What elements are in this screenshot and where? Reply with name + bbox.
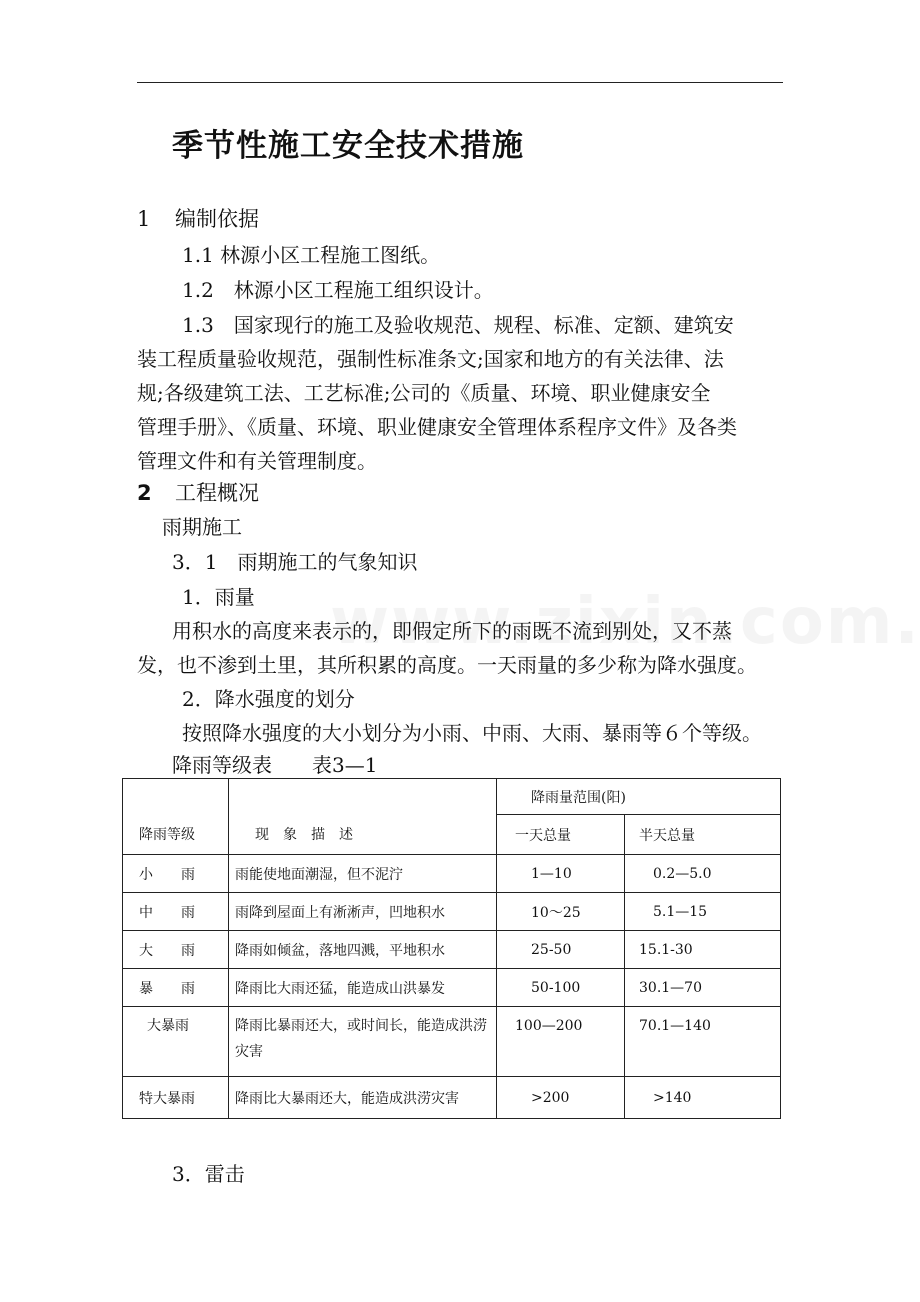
section-1-title: 编制依据 [175,207,259,231]
table-row [123,931,781,969]
day-total-cell: 1—10 [497,855,625,893]
table-row [123,855,781,893]
half-day-total-cell: >140 [625,1077,781,1119]
item-1-3-line-2: 装工程质量验收规范，强制性标准条文;国家和地方的有关法律、法 [137,347,724,371]
header-day-total: 一天总量 [497,815,625,855]
item-1-1: 1.1 林源小区工程施工图纸。 [182,243,441,267]
header-grade: 降雨等级 [123,779,229,855]
half-day-total-cell: 5.1—15 [625,893,781,931]
rainfall-text-line-1: 用积水的高度来表示的，即假定所下的雨既不流到别处，又不蒸 [172,619,732,643]
item-1-2: 1.2 林源小区工程施工组织设计。 [182,278,494,302]
subsection-3-1: 3．1 雨期施工的气象知识 [172,550,418,574]
lightning-heading: 3．雷击 [172,1162,245,1186]
day-total-cell: 25-50 [497,931,625,969]
table-header-row-1 [123,779,781,815]
grade-cell: 大暴雨 [123,1007,229,1077]
description-cell: 雨降到屋面上有淅淅声，凹地积水 [229,893,497,931]
section-2-number: 2 [137,481,152,505]
grade-cell: 特大暴雨 [123,1077,229,1119]
item-1-3-line-5: 管理文件和有关管理制度。 [137,449,377,473]
rainfall-grade-table [122,778,781,1119]
table-caption: 降雨等级表 表3—1 [172,753,378,777]
header-description: 现 象 描 述 [229,779,497,855]
item-1-3-line-3: 规;各级建筑工法、工艺标准;公司的《质量、环境、职业健康安全 [137,381,711,405]
section-1-number: 1 [137,207,151,231]
intensity-text: 按照降水强度的大小划分为小雨、中雨、大雨、暴雨等６个等级。 [182,721,762,745]
description-cell: 雨能使地面潮湿，但不泥泞 [229,855,497,893]
section-1-heading [137,202,259,236]
rainy-season-subheading: 雨期施工 [162,515,242,539]
description-cell: 降雨比大雨还猛，能造成山洪暴发 [229,969,497,1007]
day-total-cell: 10～25 [497,893,625,931]
description-cell: 降雨如倾盆，落地四溅，平地积水 [229,931,497,969]
table-row [123,969,781,1007]
table-row [123,893,781,931]
grade-cell: 小 雨 [123,855,229,893]
header-half-day-total: 半天总量 [625,815,781,855]
half-day-total-cell: 0.2—5.0 [625,855,781,893]
item-1-3-line-1: 1.3 国家现行的施工及验收规范、规程、标准、定额、建筑安 [182,313,734,337]
description-cell: 降雨比大暴雨还大，能造成洪涝灾害 [229,1077,497,1119]
item-1-3-line-4: 管理手册》、《质量、环境、职业健康安全管理体系程序文件》及各类 [137,415,737,439]
half-day-total-cell: 15.1-30 [625,931,781,969]
grade-cell: 中 雨 [123,893,229,931]
rainfall-text-line-2: 发，也不渗到土里，其所积累的高度。一天雨量的多少称为降水强度。 [137,653,757,677]
table-row [123,1077,781,1119]
half-day-total-cell: 70.1—140 [625,1007,781,1077]
section-2-heading [137,476,259,510]
header-rule [137,82,783,83]
header-rainfall-range: 降雨量范围(阳) [497,779,781,815]
day-total-cell: 50-100 [497,969,625,1007]
grade-cell: 大 雨 [123,931,229,969]
description-cell: 降雨比暴雨还大，或时间长，能造成洪涝灾害 [229,1007,497,1077]
rainfall-heading: 1．雨量 [182,585,255,609]
intensity-heading: 2．降水强度的划分 [182,687,355,711]
document-title: 季节性施工安全技术措施 [172,128,524,164]
table-row [123,1007,781,1077]
grade-cell: 暴 雨 [123,969,229,1007]
half-day-total-cell: 30.1—70 [625,969,781,1007]
day-total-cell: >200 [497,1077,625,1119]
section-2-title: 工程概况 [175,481,259,505]
day-total-cell: 100—200 [497,1007,625,1077]
